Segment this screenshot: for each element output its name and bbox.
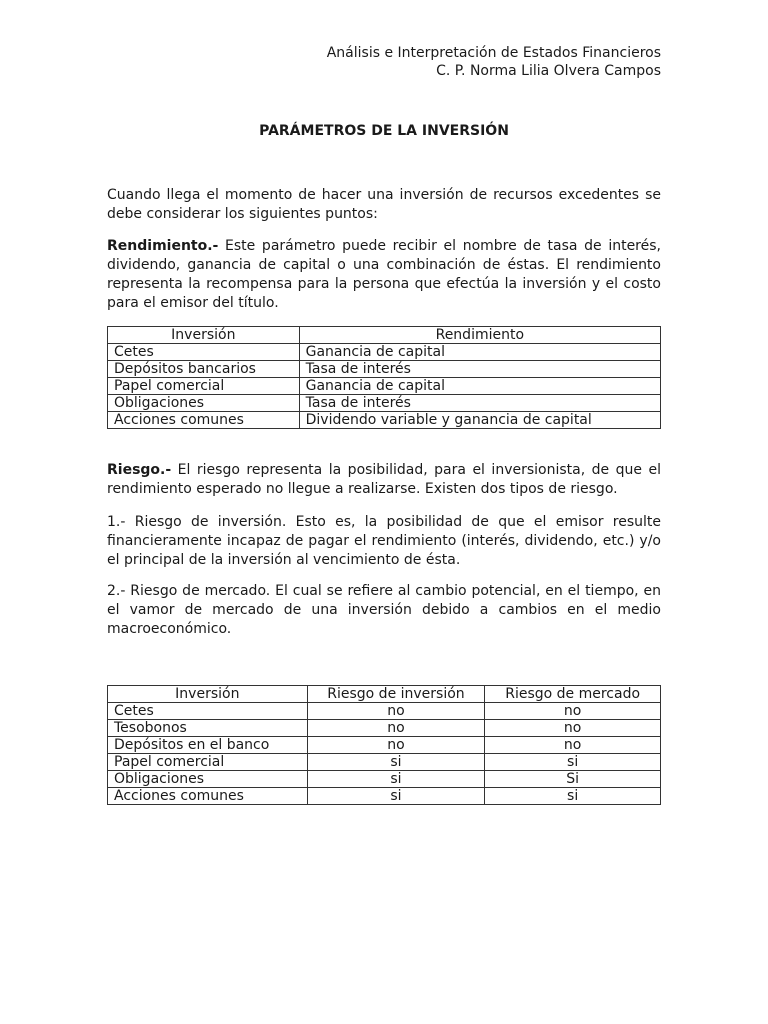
table-row	[108, 788, 661, 805]
rendimiento-paragraph	[107, 237, 661, 313]
table-row	[108, 737, 661, 754]
column-header-riesgo-inversion: Riesgo de inversión	[307, 686, 485, 703]
table-row	[108, 344, 661, 361]
cell-riesgo-mercado: no	[485, 737, 661, 754]
table-row	[108, 395, 661, 412]
cell-rendimiento: Dividendo variable y ganancia de capital	[299, 412, 660, 429]
cell-riesgo-mercado: no	[485, 720, 661, 737]
rendimiento-table	[107, 326, 661, 429]
intro-paragraph: Cuando llega el momento de hacer una inversión de recursos excedentes se debe considerar los siguientes puntos:	[107, 187, 661, 222]
header-course-title: Análisis e Interpretación de Estados Financieros	[326, 45, 661, 61]
cell-inversion: Tesobonos	[108, 720, 308, 737]
cell-inversion: Acciones comunes	[108, 788, 308, 805]
cell-inversion: Papel comercial	[108, 378, 300, 395]
cell-riesgo-inversion: no	[307, 720, 485, 737]
riesgo-mercado-paragraph: 2.- Riesgo de mercado. El cual se refiere al cambio potencial, en el tiempo, en el vamor de mercado de una inversión debido a cambios en el medio macroeconómico.	[107, 583, 661, 637]
cell-rendimiento: Tasa de interés	[299, 395, 660, 412]
column-header-inversion: Inversión	[108, 686, 308, 703]
riesgo-text: El riesgo representa la posibilidad, para el inversionista, de que el rendimiento esperado no llegue a realizarse. Existen dos tipos de riesgo.	[107, 462, 661, 497]
table-row	[108, 754, 661, 771]
table-row	[108, 412, 661, 429]
cell-riesgo-mercado: Si	[485, 771, 661, 788]
page-title: PARÁMETROS DE LA INVERSIÓN	[259, 123, 509, 139]
cell-riesgo-inversion: si	[307, 788, 485, 805]
table-header-row	[108, 327, 661, 344]
cell-inversion: Depósitos bancarios	[108, 361, 300, 378]
cell-inversion: Obligaciones	[108, 395, 300, 412]
cell-rendimiento: Ganancia de capital	[299, 378, 660, 395]
column-header-riesgo-mercado: Riesgo de mercado	[485, 686, 661, 703]
column-header-rendimiento: Rendimiento	[299, 327, 660, 344]
cell-riesgo-mercado: si	[485, 788, 661, 805]
cell-riesgo-mercado: si	[485, 754, 661, 771]
cell-inversion: Obligaciones	[108, 771, 308, 788]
cell-riesgo-mercado: no	[485, 703, 661, 720]
cell-riesgo-inversion: no	[307, 737, 485, 754]
cell-riesgo-inversion: no	[307, 703, 485, 720]
cell-inversion: Papel comercial	[108, 754, 308, 771]
cell-inversion: Cetes	[108, 344, 300, 361]
column-header-inversion: Inversión	[108, 327, 300, 344]
header-author: C. P. Norma Lilia Olvera Campos	[436, 63, 661, 79]
cell-inversion: Acciones comunes	[108, 412, 300, 429]
riesgo-paragraph	[107, 461, 661, 499]
table-row	[108, 378, 661, 395]
table-row	[108, 771, 661, 788]
cell-inversion: Depósitos en el banco	[108, 737, 308, 754]
cell-riesgo-inversion: si	[307, 754, 485, 771]
cell-riesgo-inversion: si	[307, 771, 485, 788]
cell-inversion: Cetes	[108, 703, 308, 720]
riesgo-inversion-paragraph: 1.- Riesgo de inversión. Esto es, la posibilidad de que el emisor resulte financieramente incapaz de pagar el rendimiento (interés, dividendo, etc.) y/o el principal de la inversión al vencimiento de ésta.	[107, 514, 661, 568]
rendimiento-label: Rendimiento.-	[107, 238, 219, 254]
table-row	[108, 720, 661, 737]
table-row	[108, 361, 661, 378]
table-row	[108, 703, 661, 720]
riesgo-label: Riesgo.-	[107, 462, 172, 478]
cell-rendimiento: Tasa de interés	[299, 361, 660, 378]
riesgo-table	[107, 685, 661, 805]
document-header	[327, 44, 661, 80]
cell-rendimiento: Ganancia de capital	[299, 344, 660, 361]
rendimiento-text: Este parámetro puede recibir el nombre de tasa de interés, dividendo, ganancia de capital o una combinación de éstas. El rendimiento representa la recompensa para la persona que efectúa la inversión y el costo para el emisor del título.	[107, 238, 661, 311]
table-header-row	[108, 686, 661, 703]
